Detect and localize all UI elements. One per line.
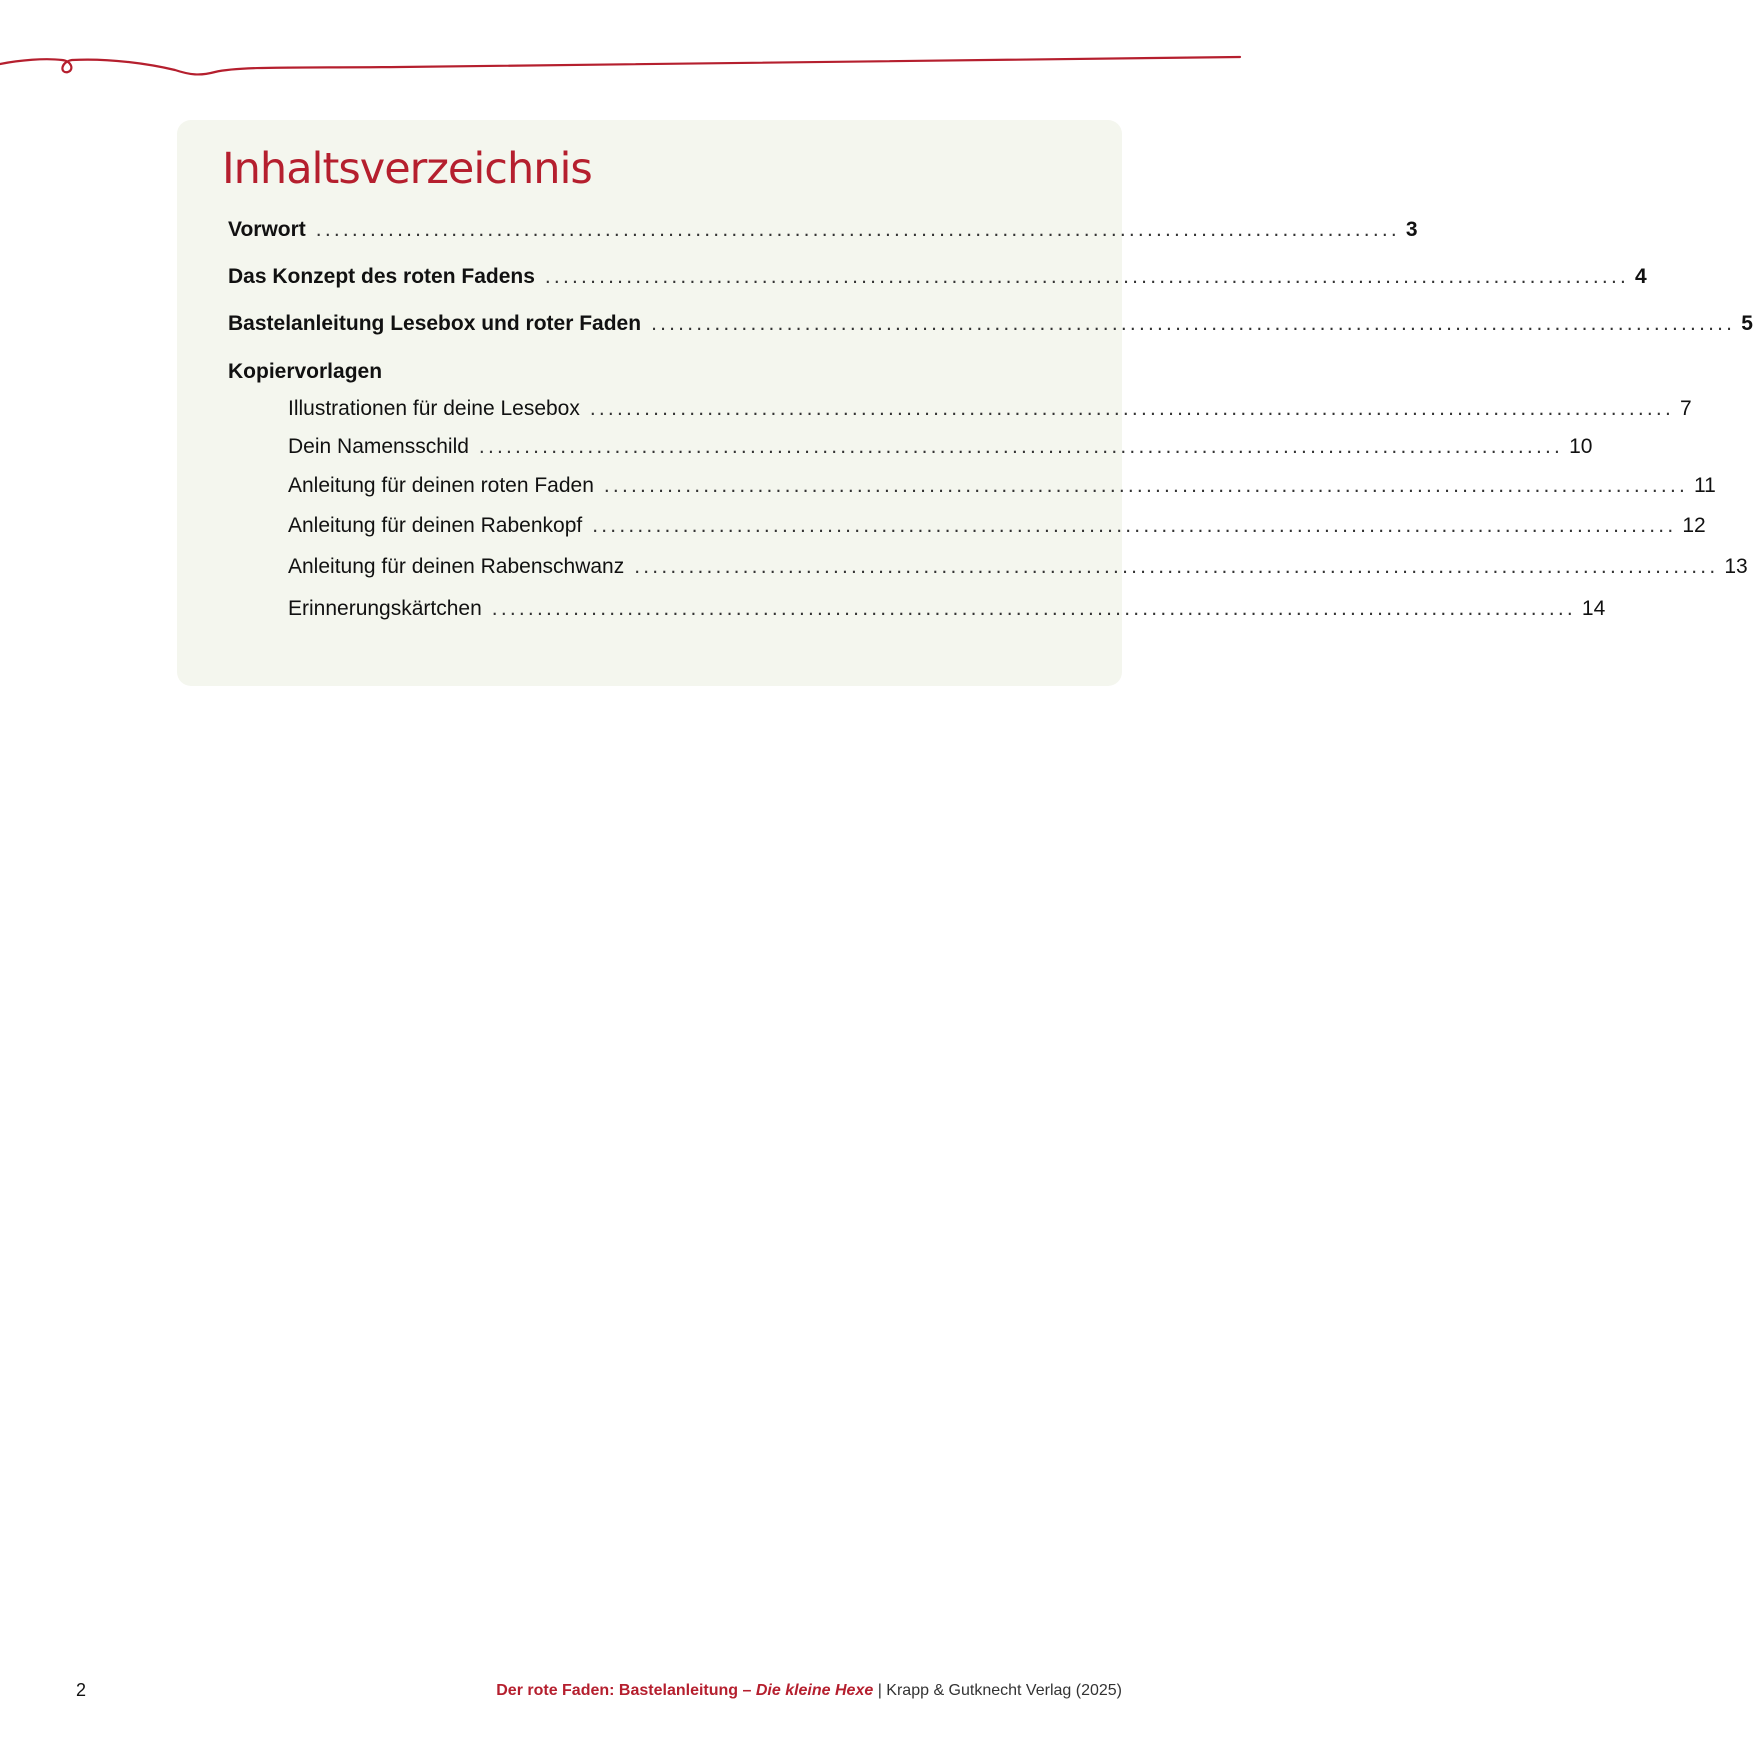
dot-leader: ........................................................................................................................ <box>634 555 1719 578</box>
toc-page-number: 11 <box>1694 474 1716 497</box>
toc-entry-namensschild[interactable] <box>288 435 1593 469</box>
toc-entry-label: Anleitung für deinen Rabenschwanz <box>288 555 625 578</box>
footer-book-title: Die kleine Hexe <box>755 1682 874 1699</box>
toc-entry-label: Dein Namensschild <box>288 435 469 458</box>
dot-leader: ........................................................................................................................ <box>592 514 1677 537</box>
toc-entry-illustrationen[interactable] <box>288 397 1692 431</box>
toc-page-number: 4 <box>1635 265 1647 288</box>
dot-leader: ........................................................................................................................ <box>589 397 1674 420</box>
toc-entry-rabenschwanz[interactable] <box>288 555 1748 589</box>
toc-title: Inhaltsverzeichnis <box>222 144 592 194</box>
toc-entry-label: Anleitung für deinen Rabenkopf <box>288 514 583 537</box>
table-of-contents-box <box>177 120 1753 686</box>
toc-entry-erinnerungskaertchen[interactable] <box>288 597 1606 631</box>
dot-leader: ........................................................................................................................ <box>491 597 1576 620</box>
red-thread-decoration <box>0 0 1240 90</box>
toc-entry-vorwort[interactable] <box>228 218 1418 252</box>
dot-leader: ........................................................................................................................ <box>544 265 1630 288</box>
toc-entry-label: Das Konzept des roten Fadens <box>228 265 535 288</box>
footer-series-title: Der rote Faden: Bastelanleitung – <box>496 1682 756 1699</box>
dot-leader: ........................................................................................................................ <box>315 218 1400 241</box>
toc-entry-label: Illustrationen für deine Lesebox <box>288 397 580 420</box>
toc-entry-rabenkopf[interactable] <box>288 514 1706 548</box>
toc-page-number: 10 <box>1569 435 1593 458</box>
toc-entry-roter-faden[interactable] <box>288 474 1716 508</box>
toc-entry-label: Anleitung für deinen roten Faden <box>288 474 594 497</box>
footer-credit <box>496 1682 1122 1700</box>
toc-entry-label: Vorwort <box>228 218 306 241</box>
footer-page-number: 2 <box>76 1680 87 1700</box>
toc-entry-konzept[interactable] <box>228 265 1647 299</box>
toc-page-number: 12 <box>1682 514 1706 537</box>
toc-entry-bastelanleitung[interactable] <box>228 312 1753 346</box>
dot-leader: ........................................................................................................................ <box>603 474 1689 497</box>
toc-page-number: 13 <box>1724 555 1748 578</box>
toc-page-number: 7 <box>1680 397 1692 420</box>
toc-entry-label: Bastelanleitung Lesebox und roter Faden <box>228 312 642 335</box>
footer-publisher: | Krapp & Gutknecht Verlag (2025) <box>873 1682 1122 1699</box>
toc-section-heading: Kopiervorlagen <box>228 360 383 383</box>
toc-page-number: 3 <box>1405 218 1418 241</box>
dot-leader: ........................................................................................................................ <box>651 312 1736 335</box>
toc-page-number: 5 <box>1741 312 1753 335</box>
toc-entry-label: Erinnerungskärtchen <box>288 597 482 620</box>
toc-page-number: 14 <box>1581 597 1606 620</box>
dot-leader: ........................................................................................................................ <box>478 435 1564 458</box>
